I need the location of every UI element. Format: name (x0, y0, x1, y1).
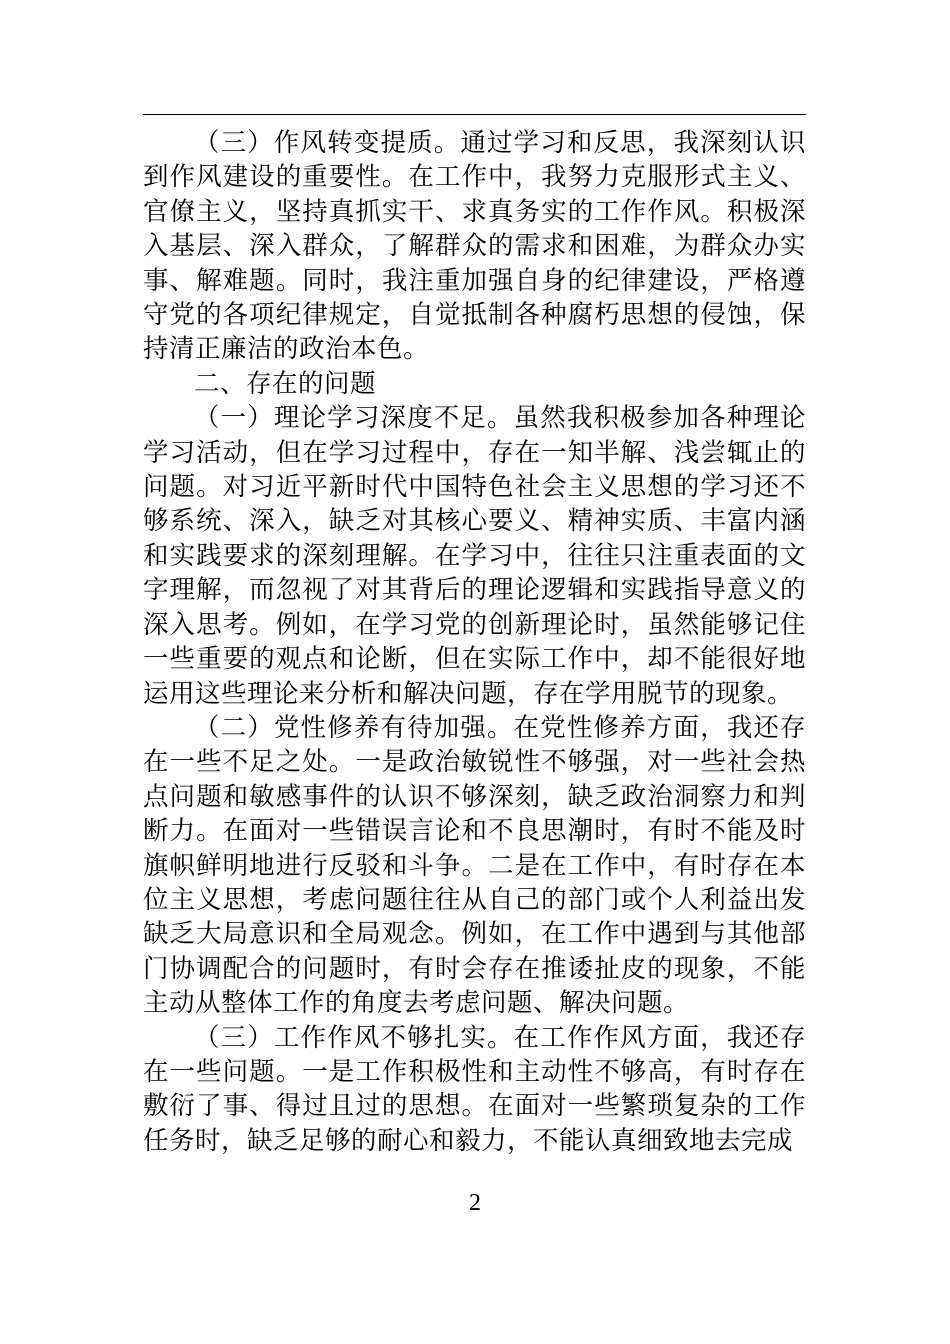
paragraph-theory-study: （一）理论学习深度不足。虽然我积极参加各种理论学习活动，但在学习过程中，存在一知半解、浅尝辄止的问题。对习近平新时代中国特色社会主义思想的学习还不够系统、深入，缺乏对其核心要义、精神实质、丰富内涵和实践要求的深刻理解。在学习中，往往只注重表面的文字理解，而忽视了对其背后的理论逻辑和实践指导意义的深入思考。例如，在学习党的创新理论时，虽然能够记住一些重要的观点和论断，但在实际工作中，却不能很好地运用这些理论来分析和解决问题，存在学用脱节的现象。 (143, 403, 806, 709)
paragraph-work-style-improvement: （三）作风转变提质。通过学习和反思，我深刻认识到作风建设的重要性。在工作中，我努力克服形式主义、官僚主义，坚持真抓实干、求真务实的工作作风。积极深入基层、深入群众，了解群众的需求和困难，为群众办实事、解难题。同时，我注重加强自身的纪律建设，严格遵守党的各项纪律规定，自觉抵制各种腐朽思想的侵蚀，保持清正廉洁的政治本色。 (143, 128, 806, 365)
page-number: 2 (469, 1190, 481, 1216)
section-heading-problems: 二、存在的问题 (194, 368, 377, 399)
paragraph-party-spirit: （二）党性修养有待加强。在党性修养方面，我还存在一些不足之处。一是政治敏锐性不够强，对一些社会热点问题和敏感事件的认识不够深刻，缺乏政治洞察力和判断力。在面对一些错误言论和不良思潮时，有时不能及时旗帜鲜明地进行反驳和斗争。二是在工作中，有时存在本位主义思想，考虑问题往往从自己的部门或个人利益出发缺乏大局意识和全局观念。例如，在工作中遇到与其他部门协调配合的问题时，有时会存在推诿扯皮的现象，不能主动从整体工作的角度去考虑问题、解决问题。 (143, 712, 806, 1019)
document-body (143, 126, 806, 1158)
header-rule (143, 114, 806, 115)
paragraph-work-style-problems: （三）工作作风不够扎实。在工作作风方面，我还存在一些问题。一是工作积极性和主动性不够高，有时存在敷衍了事、得过且过的思想。在面对一些繁琐复杂的工作任务时，缺乏足够的耐心和毅力，不能认真细致地去完成 (143, 1022, 806, 1156)
